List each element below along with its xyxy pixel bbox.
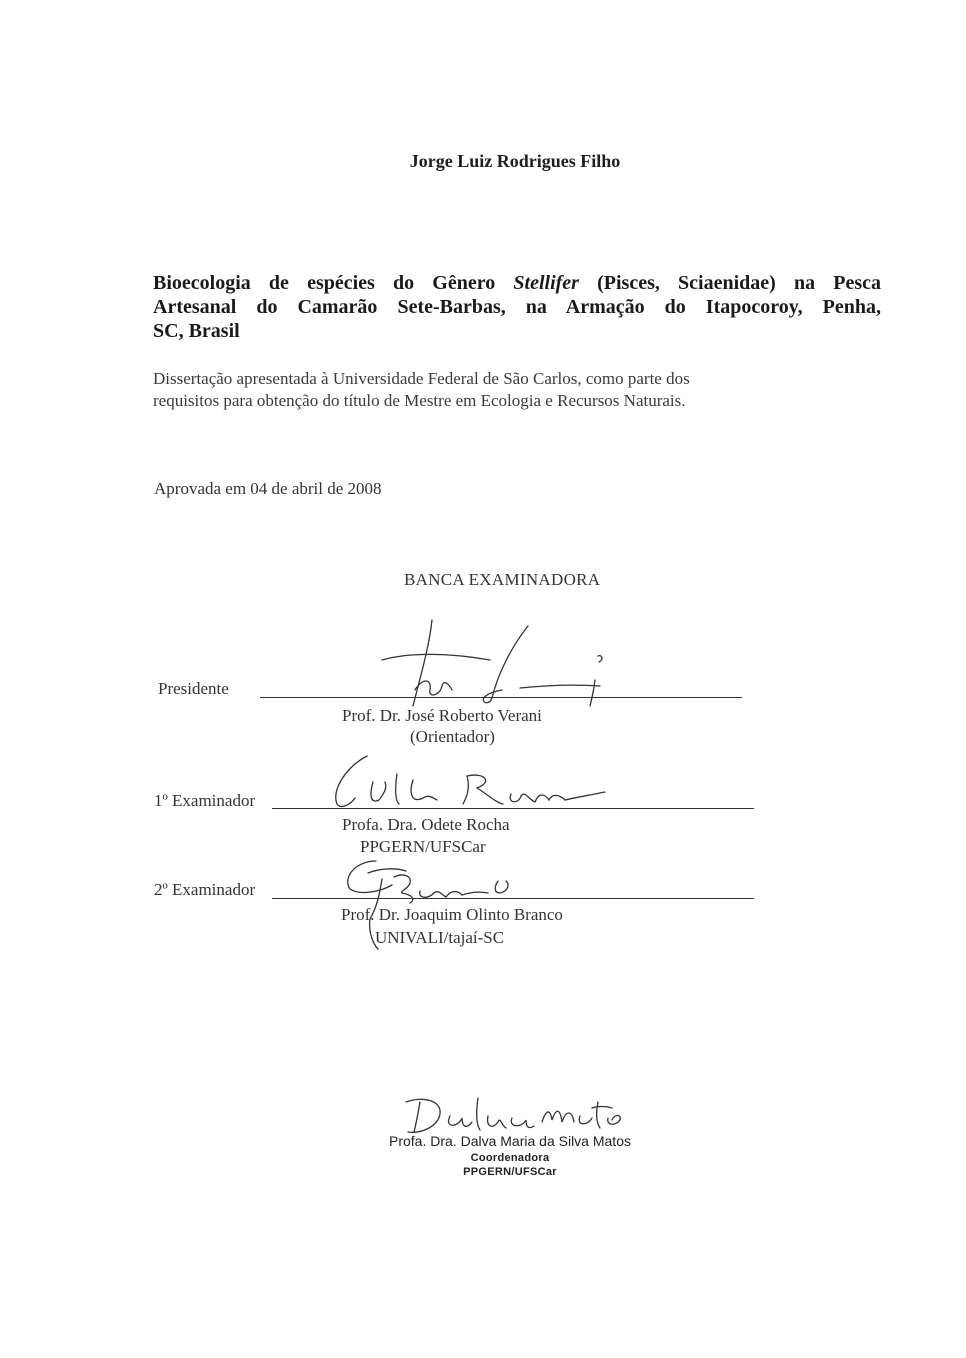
committee-role-examiner-2: 2º Examinador — [154, 880, 256, 899]
coordinator-name: Profa. Dra. Dalva Maria da Silva Matos — [389, 1133, 631, 1149]
description-line-2: requisitos para obtenção do título de Mestre em Ecologia e Recursos Naturais. — [153, 391, 686, 410]
committee-member-examiner-1-name: Profa. Dra. Odete Rocha — [342, 815, 510, 834]
title-line-1-end: (Pisces, Sciaenidae) na Pesca — [578, 272, 882, 294]
title-line-1 — [153, 271, 881, 295]
approval-date: Aprovada em 04 de abril de 2008 — [154, 479, 382, 498]
committee-role-president: Presidente — [158, 679, 229, 698]
dissertation-description — [153, 368, 793, 412]
coordinator-role: Coordenadora — [470, 1152, 550, 1164]
description-line-1: Dissertação apresentada à Universidade Federal de São Carlos, como parte dos — [153, 369, 690, 388]
handwritten-signature-examiner-1 — [325, 752, 615, 814]
committee-heading: BANCA EXAMINADORA — [404, 570, 601, 589]
genus-name: Stellifer — [513, 272, 579, 294]
dissertation-title — [153, 271, 881, 343]
coordinator-department: PPGERN/UFSCar — [463, 1166, 557, 1178]
title-line-2: Artesanal do Camarão Sete-Barbas, na Armação do Itapocoroy, Penha, — [153, 296, 881, 318]
committee-member-president-affiliation: (Orientador) — [410, 727, 495, 746]
author-name: Jorge Luiz Rodrigues Filho — [409, 151, 621, 171]
committee-member-examiner-2-name: Prof. Dr. Joaquim Olinto Branco — [341, 905, 563, 924]
committee-member-examiner-2-affiliation: UNIVALI/tajaí-SC — [375, 928, 505, 947]
title-line-3: SC, Brasil — [153, 320, 240, 342]
committee-role-examiner-1: 1º Examinador — [154, 791, 256, 810]
handwritten-signature-president — [380, 618, 640, 713]
committee-member-president-name: Prof. Dr. José Roberto Verani — [342, 706, 542, 725]
committee-member-examiner-1-affiliation: PPGERN/UFSCar — [360, 837, 486, 856]
title-line-1-start: Bioecologia de espécies do Gênero — [153, 272, 514, 294]
